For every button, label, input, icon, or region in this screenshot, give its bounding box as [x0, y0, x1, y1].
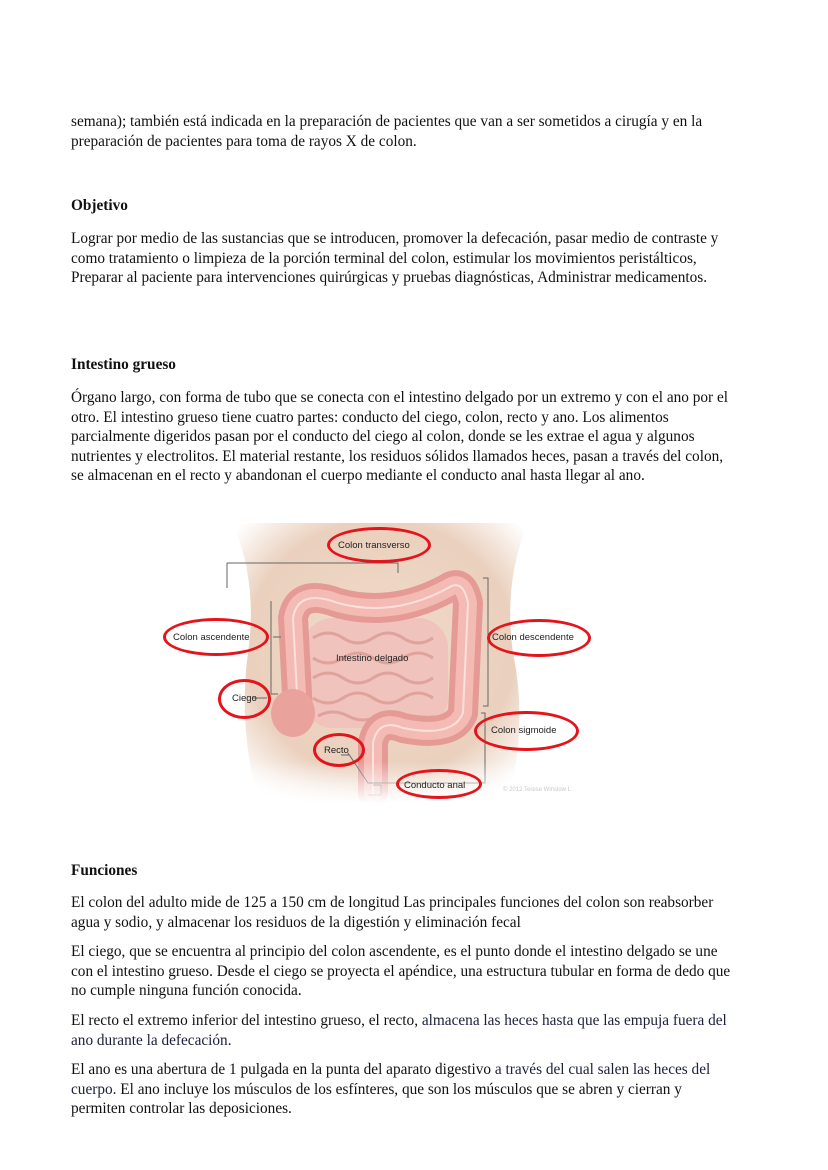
text-span: a través del cual salen las heces del cuerpo. — [71, 1061, 711, 1098]
heading-funciones: Funciones — [71, 862, 138, 879]
funciones-paragraph-4 — [71, 1060, 736, 1119]
funciones-paragraph-3 — [71, 1011, 736, 1050]
copyright-note: © 2012 Terese Winslow L — [503, 787, 572, 793]
heading-intestino-grueso: Intestino grueso — [71, 356, 176, 373]
label-intestino-delgado: Intestino delgado — [336, 653, 409, 664]
intestino-grueso-paragraph: Órgano largo, con forma de tubo que se conecta con el intestino delgado por un extremo y con el ano por el otro. El intestino grueso tiene cuatro partes: conducto del ciego, colon, recto y ano. Los alimentos parcialmente digeridos pasan por el conducto del ciego al colon, donde se les extrae el agua y algunos nutrientes y electrolitos. El material restante, los residuos sólidos llamados heces, pasan a través del colon, se almacenan en el recto y abandonan el cuerpo mediante el conducto anal hasta llegar al ano. — [71, 389, 728, 485]
text-span: El recto el extremo inferior del intestino grueso, el recto, — [71, 1012, 422, 1029]
text-span: almacena las heces hasta que las empuja fuera del ano durante la defecación. — [71, 1012, 727, 1049]
text-span: El ano incluye los músculos de los esfínteres, que son los músculos que se abren y cierran y permiten controlar las deposiciones. — [71, 1080, 682, 1118]
funciones-paragraph-2: El ciego, que se encuentra al principio del colon ascendente, es el punto donde el intestino delgado se une con el intestino grueso. Desde el ciego se proyecta el apéndice, una estructura tubular en forma de dedo que no cumple ninguna función conocida. — [71, 943, 731, 1000]
intro-paragraph: semana); también está indicada en la preparación de pacientes que van a ser sometidos a cirugía y en la preparación de pacientes para toma de rayos X de colon. — [71, 113, 703, 150]
large-intestine-diagram — [163, 523, 593, 803]
heading-objetivo: Objetivo — [71, 197, 128, 214]
label-recto: Recto — [324, 745, 349, 756]
funciones-paragraph-1: El colon del adulto mide de 125 a 150 cm de longitud Las principales funciones del colon son reabsorber agua y sodio, y almacenar los residuos de la digestión y eliminación fecal — [71, 894, 714, 931]
objetivo-paragraph: Lograr por medio de las sustancias que se introducen, promover la defecación, pasar medio de contraste y como tratamiento o limpieza de la porción terminal del colon, estimular los movimientos peristálticos, Preparar al paciente para intervenciones quirúrgicas y pruebas diagnósticas, Administrar medicamentos. — [71, 230, 719, 287]
label-colon-ascendente: Colon ascendente — [173, 632, 250, 643]
text-span: El ano es una abertura de 1 pulgada en la punta del aparato digestivo — [71, 1061, 495, 1078]
label-colon-descendente: Colon descendente — [492, 632, 574, 643]
label-colon-sigmoide: Colon sigmoide — [491, 725, 557, 736]
label-colon-transverso: Colon transverso — [338, 540, 410, 551]
label-conducto-anal: Conducto anal — [404, 780, 466, 791]
label-ciego: Ciego — [232, 693, 257, 704]
